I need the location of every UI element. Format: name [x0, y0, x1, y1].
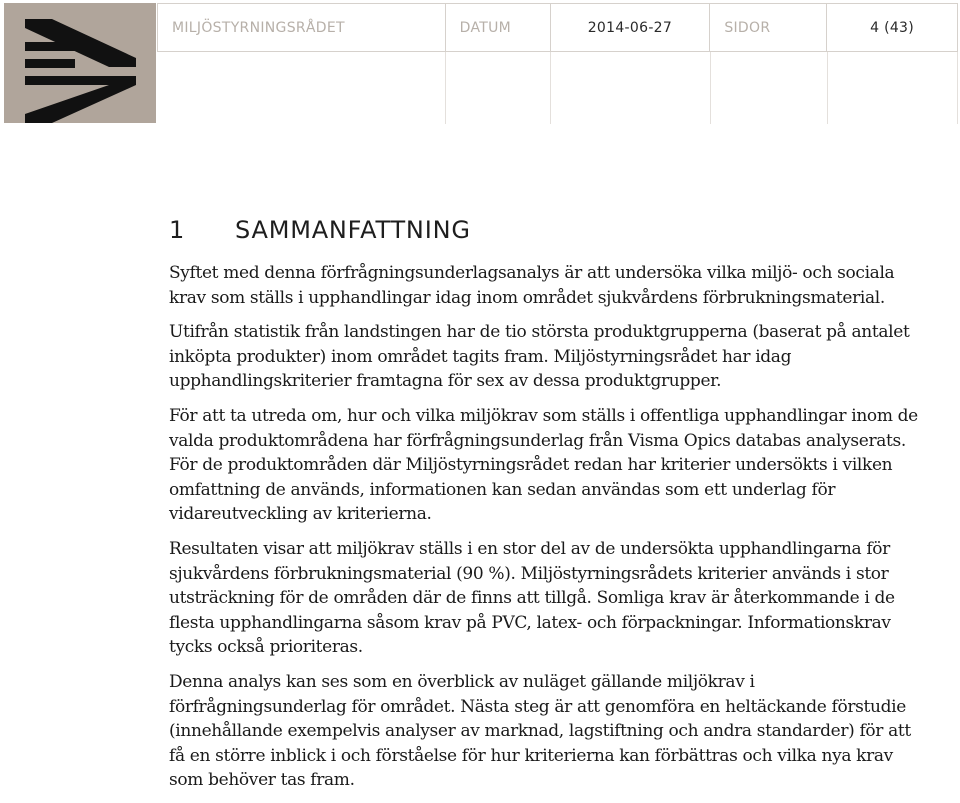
main-content: [169, 213, 929, 803]
paragraph-purpose: Syftet med denna förfrågningsunderlagsanalys är att undersöka vilka miljö- och sociala krav som ställs i upphandlingar idag inom området sjukvårdens förbrukningsmaterial.: [169, 263, 895, 308]
organization-name: MILJÖSTYRNINGSRÅDET: [157, 4, 445, 51]
pages-label: SIDOR: [709, 4, 826, 51]
header-divider: [550, 52, 551, 124]
paragraph-next-steps: Denna analys kan ses som en överblick av nuläget gällande miljökrav i förfrågningsunderlag för området. Nästa steg är att genomföra en heltäckande förstudie (innehållande exempelvis analyser av marknad, lagstiftning och andra standarder) för att få en större inblick i och förståelse för hur kriterierna kan förbättras och vilka nya krav som behöver tas fram.: [169, 671, 911, 791]
section-number: 1: [169, 216, 186, 244]
header-divider: [827, 52, 828, 124]
paragraph-statistics: Utifrån statistik från landstingen har de tio största produktgrupperna (baserat på antalet inköpta produkter) inom området tagits fram. Miljöstyrningsrådet har idag upphandlingskriterier framtagna för sex av dessa produktgrupper.: [169, 322, 910, 392]
logo: [4, 3, 156, 123]
pages-value: 4 (43): [826, 4, 957, 51]
section-heading: [169, 213, 929, 247]
paragraph-results: Resultaten visar att miljökrav ställs i en stor del av de undersökta upphandlingarna för sjukvårdens förbrukningsmaterial (90 %). Miljöstyrningsrådets kriterier används i stor utsträckning för de områden där de finns att tillgå. Somliga krav är återkommande i de flesta upphandlingarna såsom krav på PVC, latex- och förpackningar. Informationskrav tycks också prioriteras.: [169, 538, 895, 658]
date-label: DATUM: [445, 4, 550, 51]
miljostyrningsradet-logo-icon: [4, 3, 156, 123]
header-divider: [710, 52, 711, 124]
date-value: 2014-06-27: [550, 4, 710, 51]
section-title: SAMMANFATTNING: [235, 216, 471, 244]
header-divider: [957, 52, 958, 124]
header-divider: [445, 52, 446, 124]
document-header: [157, 3, 958, 52]
paragraph-method: För att ta utreda om, hur och vilka miljökrav som ställs i offentliga upphandlingar inom de valda produktområdena har förfrågningsunderlag från Visma Opics databas analyserats. För de produktområden där Miljöstyrningsrådet redan har kriterier undersökts i vilken omfattning de används, informationen kan sedan användas som ett underlag för vidareutveckling av kriterierna.: [169, 405, 918, 525]
